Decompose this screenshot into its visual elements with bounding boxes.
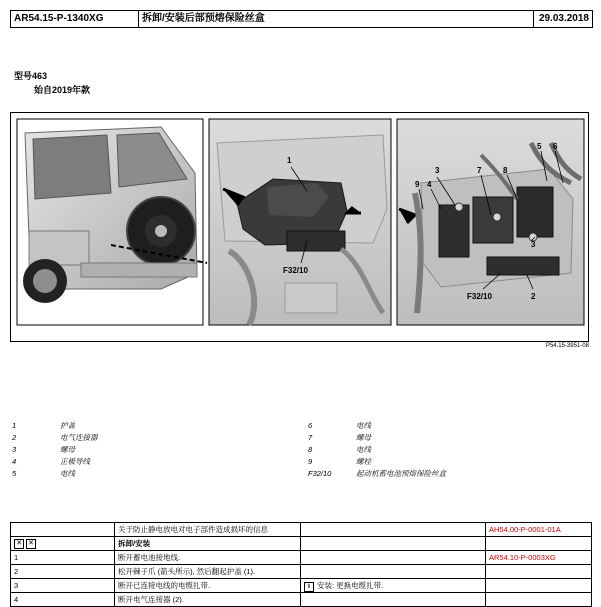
vehicle-panel	[17, 119, 207, 325]
callout-f32-10: F32/10	[283, 266, 308, 275]
step-note	[301, 593, 486, 607]
step-number: 1	[11, 551, 115, 565]
step-reference-link[interactable]: AH54.00-P-0001-01A	[486, 523, 592, 537]
callout-7: 7	[477, 166, 482, 175]
illustration-figure	[10, 112, 589, 342]
callout-3-lower: 3	[531, 240, 536, 249]
procedure-table	[10, 522, 592, 607]
step-text: 松开棘子爪 (箭头所示), 然后翻起护盖 (1).	[115, 565, 301, 579]
procedure-row	[11, 523, 592, 537]
callout-1: 1	[287, 156, 292, 165]
step-number: 4	[11, 593, 115, 607]
step-reference-link	[486, 537, 592, 551]
document-title: 拆卸/安装后部预熔保险丝盒	[139, 11, 534, 27]
callout-2: 2	[531, 292, 536, 301]
step-text: 拆卸/安装	[115, 537, 301, 551]
document-code: AR54.15-P-1340XG	[11, 11, 139, 27]
step-text: 断开电气连接器 (2).	[115, 593, 301, 607]
illustration-drawing	[11, 113, 590, 343]
step-note	[301, 537, 486, 551]
step-text: 断开已连接电线的电缆扎带.	[115, 579, 301, 593]
step-note: i 安装: 更换电缆扎带.	[301, 579, 486, 593]
callout-4: 4	[427, 180, 432, 189]
step-number	[11, 523, 115, 537]
callout-f32-10-detail: F32/10	[467, 292, 492, 301]
step-text: 断开蓄电池接地线.	[115, 551, 301, 565]
procedure-row	[11, 579, 592, 593]
info-icon: i	[304, 582, 314, 592]
step-reference-link	[486, 579, 592, 593]
model-year-label: 始自2019年款	[34, 85, 91, 95]
procedure-row	[11, 565, 592, 579]
step-note	[301, 565, 486, 579]
step-note	[301, 523, 486, 537]
callout-3: 3	[435, 166, 440, 175]
tool-icon: ✕	[26, 539, 36, 549]
callout-8: 8	[503, 166, 508, 175]
step-text: 关于防止静电放电对电子部件造成损坏的信息	[115, 523, 301, 537]
step-number: 2	[11, 565, 115, 579]
callout-9: 9	[415, 180, 420, 189]
figure-reference: P54.15-3951-08	[545, 343, 589, 349]
step-reference-link[interactable]: AR54.10-P-0003XG	[486, 551, 592, 565]
model-label: 型号463	[14, 71, 48, 81]
procedure-row	[11, 551, 592, 565]
procedure-row	[11, 537, 592, 551]
step-note	[301, 551, 486, 565]
callout-6: 6	[553, 142, 558, 151]
procedure-row	[11, 593, 592, 607]
callout-5: 5	[537, 142, 542, 151]
tool-icon: ✕	[14, 539, 24, 549]
step-reference-link	[486, 593, 592, 607]
step-number	[11, 537, 115, 551]
step-reference-link	[486, 565, 592, 579]
fuse-box-panel	[209, 119, 391, 325]
step-number: 3	[11, 579, 115, 593]
document-header	[10, 10, 593, 28]
document-date: 29.03.2018	[538, 13, 589, 24]
